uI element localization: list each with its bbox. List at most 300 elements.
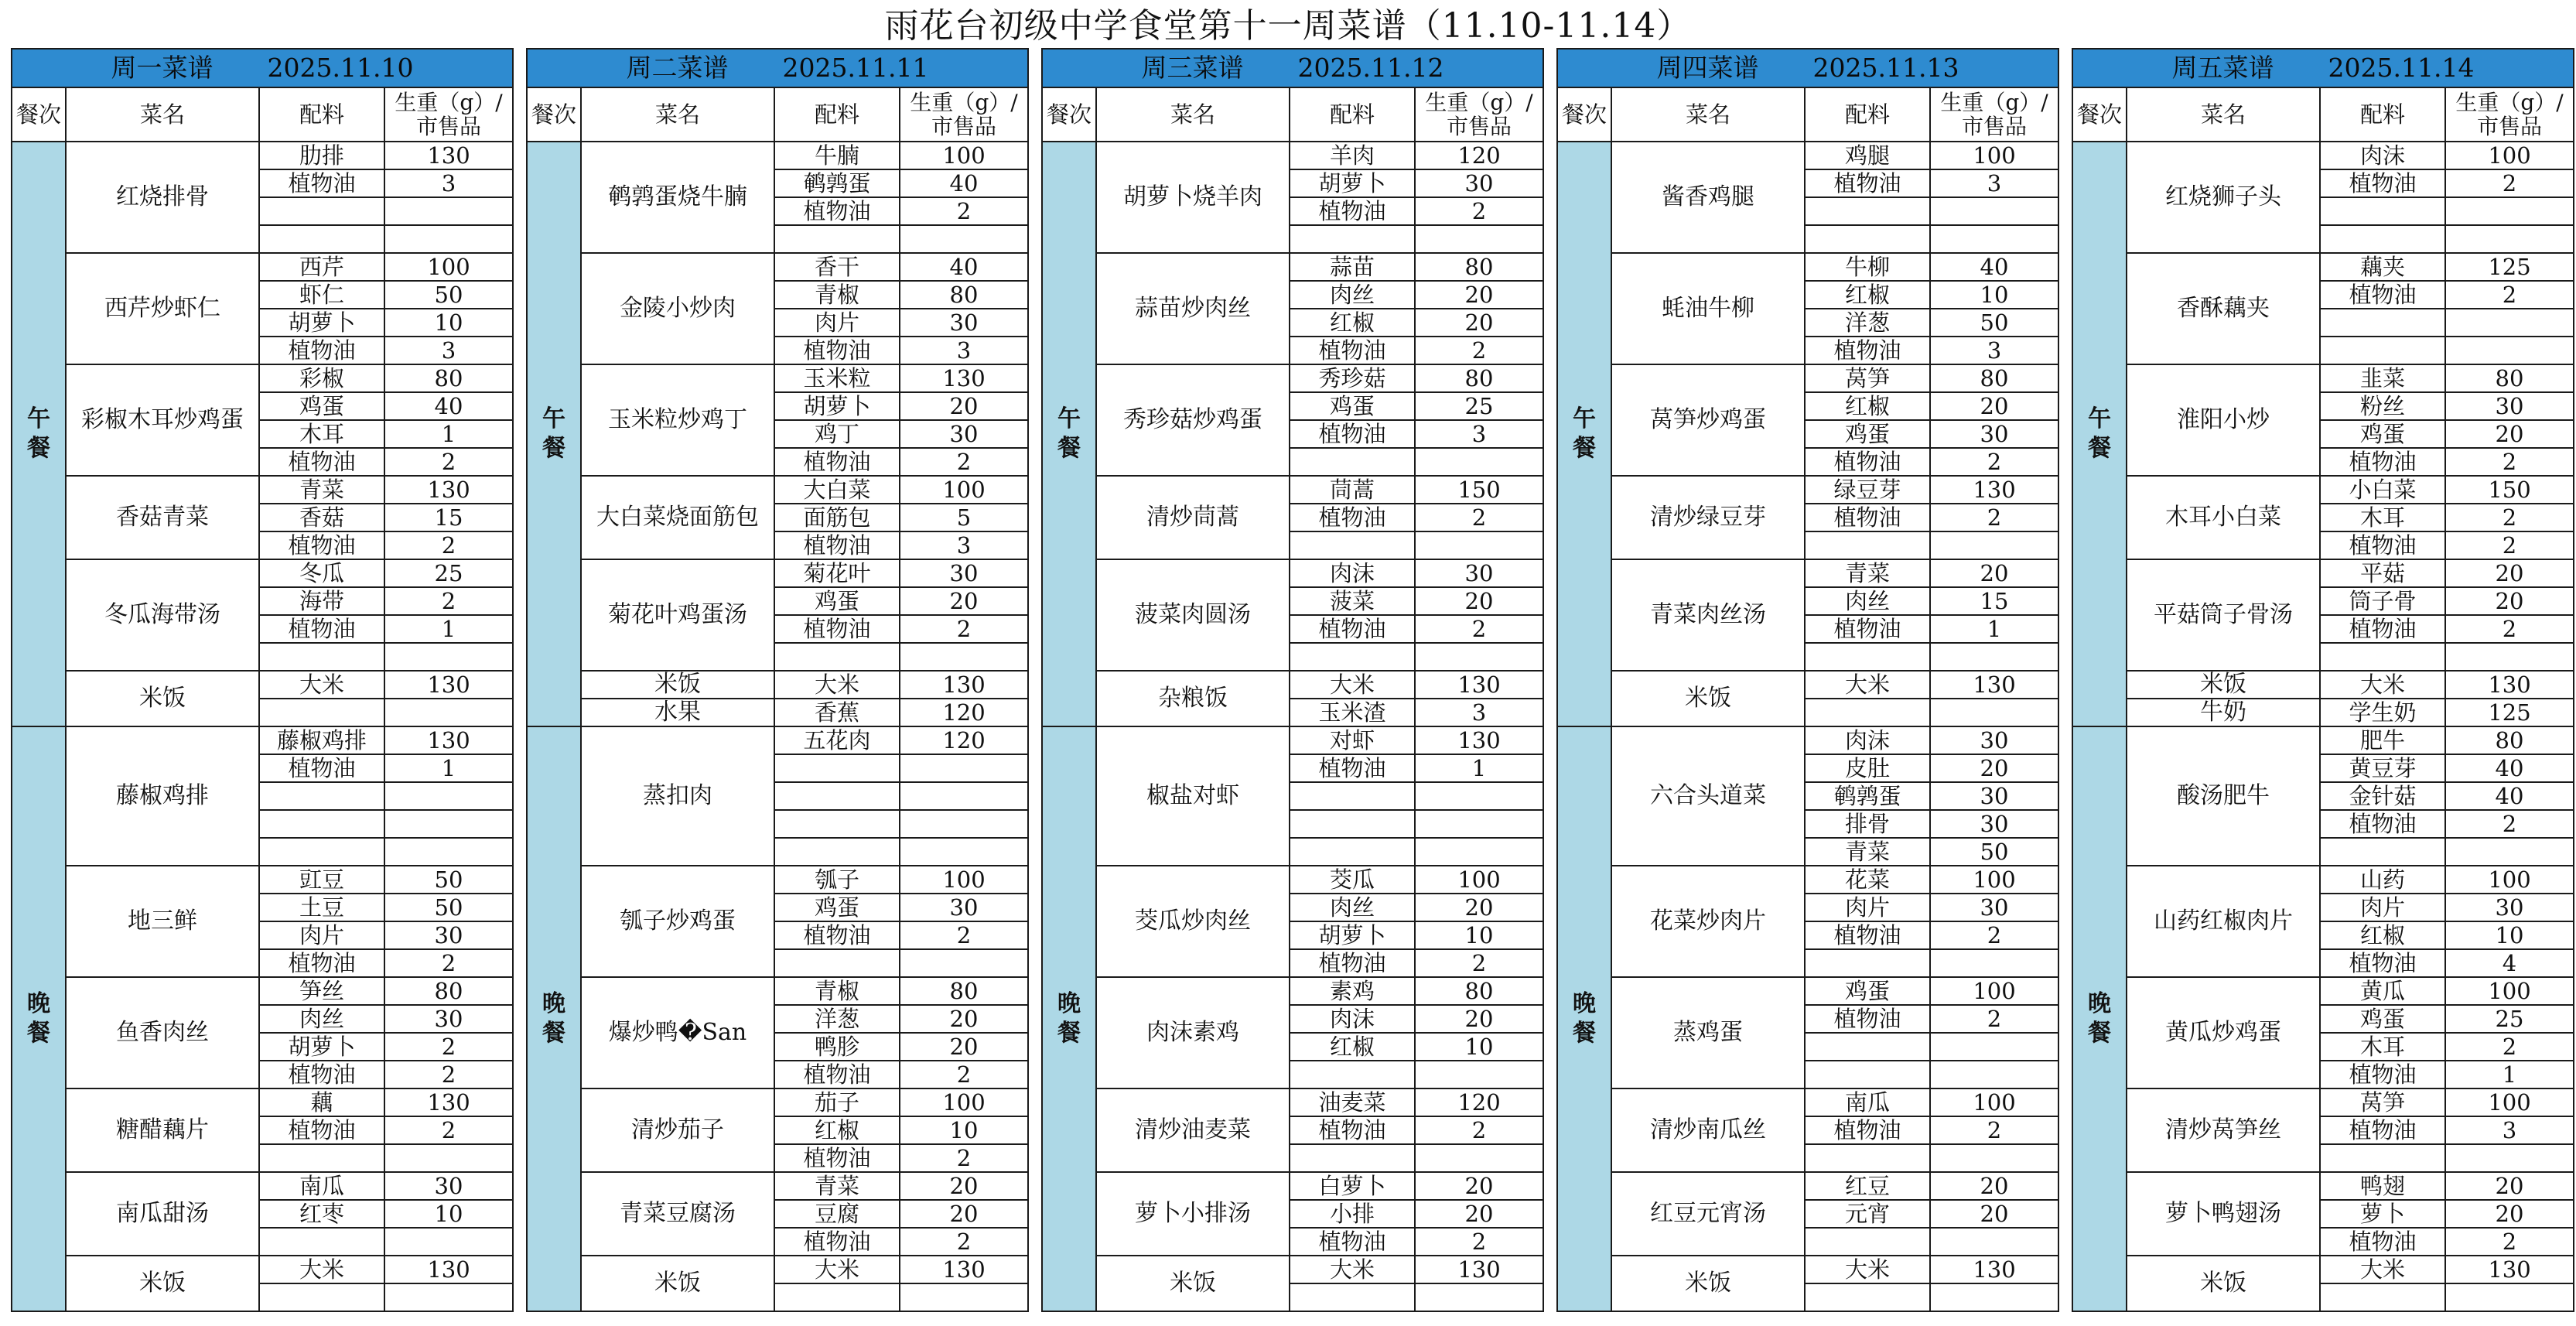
- ingredient-weight: 50: [384, 281, 513, 309]
- ingredient-name: [259, 782, 384, 810]
- ingredient-name: 肋排: [259, 142, 384, 169]
- ingredient-name: 植物油: [774, 1228, 900, 1256]
- ingredient-weight: 30: [1415, 169, 1543, 197]
- ingredient-weight: 2: [384, 448, 513, 476]
- ingredient-weight: [384, 197, 513, 225]
- ingredient-row: [527, 142, 1028, 169]
- ingredient-weight: 120: [1415, 142, 1543, 169]
- ingredient-weight: 30: [900, 559, 1028, 587]
- ingredient-weight: 20: [1930, 754, 2058, 782]
- ingredient-weight: 2: [384, 1116, 513, 1144]
- ingredient-weight: 20: [1930, 1172, 2058, 1200]
- ingredient-name: 豇豆: [259, 866, 384, 894]
- ingredient-weight: 20: [1415, 894, 1543, 921]
- dish-name: 冬瓜海带汤: [66, 559, 259, 671]
- ingredient-weight: 2: [2445, 810, 2574, 838]
- ingredient-weight: 100: [1930, 977, 2058, 1005]
- dish-name: 淮阳小炒: [2127, 364, 2320, 476]
- ingredient-weight: [1930, 699, 2058, 726]
- ingredient-weight: 100: [384, 253, 513, 281]
- ingredient-name: [2320, 309, 2445, 337]
- ingredient-weight: 130: [384, 142, 513, 169]
- ingredient-weight: [384, 782, 513, 810]
- ingredient-weight: 2: [1930, 448, 2058, 476]
- ingredient-name: 植物油: [259, 531, 384, 559]
- ingredient-name: [774, 782, 900, 810]
- ingredient-row: [12, 253, 513, 281]
- ingredient-weight: 130: [384, 476, 513, 504]
- ingredient-weight: 80: [1415, 364, 1543, 392]
- dish-name: 米饭: [2127, 671, 2320, 699]
- dish-name: 清炒绿豆芽: [1611, 476, 1805, 559]
- ingredient-weight: 100: [1415, 866, 1543, 894]
- ingredient-name: 土豆: [259, 894, 384, 921]
- ingredient-weight: 1: [384, 615, 513, 643]
- menu-table: [1556, 48, 2059, 1312]
- ingredient-row: [2072, 1172, 2574, 1200]
- meal-label-lunch: [527, 142, 581, 726]
- dish-name: 黄瓜炒鸡蛋: [2127, 977, 2320, 1088]
- dish-name: 玉米粒炒鸡丁: [581, 364, 774, 476]
- ingredient-name: 鸭翅: [2320, 1172, 2445, 1200]
- ingredient-name: 青菜: [259, 476, 384, 504]
- dish-name: 菊花叶鸡蛋汤: [581, 559, 774, 671]
- ingredient-name: [774, 1283, 900, 1311]
- ingredient-row: [527, 671, 1028, 699]
- ingredient-weight: 20: [1415, 1172, 1543, 1200]
- ingredient-weight: 130: [1415, 671, 1543, 699]
- ingredient-weight: 80: [900, 977, 1028, 1005]
- ingredient-weight: 30: [1930, 782, 2058, 810]
- ingredient-name: [259, 197, 384, 225]
- ingredient-name: 植物油: [259, 169, 384, 197]
- ingredient-name: [1805, 949, 1930, 977]
- col-header-meal: 餐次: [12, 87, 66, 142]
- ingredient-name: 鸡蛋: [1805, 420, 1930, 448]
- day-header: [1557, 49, 2058, 87]
- ingredient-weight: 15: [384, 504, 513, 531]
- ingredient-name: [2320, 838, 2445, 866]
- ingredient-weight: 80: [384, 977, 513, 1005]
- day-name: 周四菜谱: [1656, 53, 1759, 83]
- ingredient-weight: 130: [1930, 1256, 2058, 1283]
- ingredient-weight: 1: [384, 754, 513, 782]
- ingredient-name: 红豆: [1805, 1172, 1930, 1200]
- ingredient-weight: [1930, 1283, 2058, 1311]
- ingredient-weight: 130: [2445, 671, 2574, 699]
- dish-name: 椒盐对虾: [1096, 726, 1290, 866]
- ingredient-weight: [384, 1228, 513, 1256]
- dish-name: 胡萝卜烧羊肉: [1096, 142, 1290, 253]
- dish-name: 杂粮饭: [1096, 671, 1290, 726]
- ingredient-weight: [2445, 337, 2574, 364]
- ingredient-name: 红椒: [1290, 1033, 1415, 1061]
- ingredient-weight: 20: [900, 1033, 1028, 1061]
- ingredient-weight: 100: [1930, 1088, 2058, 1116]
- dish-name: 六合头道菜: [1611, 726, 1805, 866]
- ingredient-weight: [1930, 1033, 2058, 1061]
- ingredient-row: [2072, 559, 2574, 587]
- ingredient-weight: 130: [384, 1256, 513, 1283]
- dish-name: 清炒茼蒿: [1096, 476, 1290, 559]
- ingredient-row: [1042, 1088, 1543, 1116]
- day-header: [1042, 49, 1543, 87]
- ingredient-name: 植物油: [774, 337, 900, 364]
- ingredient-weight: 130: [1930, 476, 2058, 504]
- ingredient-name: 植物油: [259, 1116, 384, 1144]
- ingredient-name: 瓠子: [774, 866, 900, 894]
- ingredient-weight: 20: [2445, 559, 2574, 587]
- col-header-dish: 菜名: [1611, 87, 1805, 142]
- ingredient-weight: 10: [384, 1200, 513, 1228]
- col-header-dish: 菜名: [2127, 87, 2320, 142]
- dish-name: 糖醋藕片: [66, 1088, 259, 1172]
- meal-label-lunch: [2072, 142, 2127, 726]
- ingredient-name: 鸡蛋: [774, 587, 900, 615]
- ingredient-name: [1290, 1144, 1415, 1172]
- ingredient-row: [12, 559, 513, 587]
- ingredient-name: 植物油: [259, 1061, 384, 1088]
- ingredient-row: [1042, 977, 1543, 1005]
- ingredient-name: 青椒: [774, 977, 900, 1005]
- ingredient-weight: 2: [900, 1228, 1028, 1256]
- ingredient-weight: 30: [2445, 392, 2574, 420]
- ingredient-weight: 2: [384, 1061, 513, 1088]
- ingredient-row: [1557, 1088, 2058, 1116]
- ingredient-name: 韭菜: [2320, 364, 2445, 392]
- ingredient-weight: 1: [1415, 754, 1543, 782]
- col-header-meal: 餐次: [2072, 87, 2127, 142]
- dish-name: 米饭: [66, 1256, 259, 1311]
- ingredient-weight: 10: [1415, 921, 1543, 949]
- col-header-ingredient: 配料: [2320, 87, 2445, 142]
- ingredient-row: [1557, 866, 2058, 894]
- ingredient-weight: 2: [2445, 281, 2574, 309]
- ingredient-name: 白萝卜: [1290, 1172, 1415, 1200]
- ingredient-name: 大米: [1290, 1256, 1415, 1283]
- ingredient-name: [1290, 810, 1415, 838]
- ingredient-name: [1805, 1144, 1930, 1172]
- col-header-weight: 生重（g）/市售品: [2445, 87, 2574, 142]
- col-header-weight: 生重（g）/市售品: [1415, 87, 1543, 142]
- ingredient-name: [2320, 225, 2445, 253]
- ingredient-name: 肉片: [774, 309, 900, 337]
- ingredient-weight: 2: [2445, 615, 2574, 643]
- ingredient-name: [774, 949, 900, 977]
- ingredient-name: 羊肉: [1290, 142, 1415, 169]
- ingredient-row: [12, 726, 513, 754]
- ingredient-weight: 3: [384, 169, 513, 197]
- ingredient-name: 大米: [259, 671, 384, 699]
- ingredient-name: 大米: [2320, 671, 2445, 699]
- ingredient-weight: 25: [2445, 1005, 2574, 1033]
- ingredient-weight: 40: [2445, 754, 2574, 782]
- ingredient-name: 肉丝: [259, 1005, 384, 1033]
- ingredient-row: [1557, 671, 2058, 699]
- ingredient-name: 小白菜: [2320, 476, 2445, 504]
- meal-label-dinner: [1557, 726, 1611, 1311]
- ingredient-name: 植物油: [2320, 1116, 2445, 1144]
- ingredient-name: 金针菇: [2320, 782, 2445, 810]
- ingredient-weight: 2: [1930, 1116, 2058, 1144]
- ingredient-name: 黄豆芽: [2320, 754, 2445, 782]
- ingredient-weight: [1415, 1144, 1543, 1172]
- ingredient-row: [12, 476, 513, 504]
- day-header: [2072, 49, 2574, 87]
- ingredient-weight: 20: [1415, 281, 1543, 309]
- ingredient-weight: 30: [900, 894, 1028, 921]
- ingredient-weight: 50: [1930, 838, 2058, 866]
- ingredient-name: 植物油: [1805, 337, 1930, 364]
- ingredient-weight: [1415, 782, 1543, 810]
- ingredient-name: 香干: [774, 253, 900, 281]
- ingredient-weight: 30: [1415, 559, 1543, 587]
- ingredient-weight: 80: [1415, 253, 1543, 281]
- ingredient-name: 大米: [1290, 671, 1415, 699]
- ingredient-name: [1805, 531, 1930, 559]
- ingredient-weight: 2: [1415, 949, 1543, 977]
- ingredient-weight: 20: [900, 587, 1028, 615]
- ingredient-name: 大米: [259, 1256, 384, 1283]
- ingredient-row: [12, 866, 513, 894]
- ingredient-weight: [900, 949, 1028, 977]
- ingredient-weight: 20: [2445, 587, 2574, 615]
- ingredient-name: 笋丝: [259, 977, 384, 1005]
- ingredient-name: [1805, 1283, 1930, 1311]
- ingredient-row: [2072, 364, 2574, 392]
- ingredient-weight: 2: [384, 587, 513, 615]
- col-header-ingredient: 配料: [1805, 87, 1930, 142]
- ingredient-name: 植物油: [2320, 1061, 2445, 1088]
- ingredient-name: 植物油: [1290, 197, 1415, 225]
- ingredient-weight: 100: [900, 866, 1028, 894]
- meal-label: 晚餐: [1573, 990, 1596, 1047]
- ingredient-name: 植物油: [259, 615, 384, 643]
- ingredient-name: 木耳: [2320, 1033, 2445, 1061]
- dish-name: 莴笋炒鸡蛋: [1611, 364, 1805, 476]
- ingredient-weight: [2445, 1144, 2574, 1172]
- ingredient-name: 红椒: [774, 1116, 900, 1144]
- ingredient-name: 植物油: [1290, 1116, 1415, 1144]
- ingredient-name: 植物油: [1805, 169, 1930, 197]
- ingredient-row: [12, 1088, 513, 1116]
- ingredient-weight: 2: [2445, 1033, 2574, 1061]
- ingredient-name: 植物油: [1290, 504, 1415, 531]
- ingredient-weight: 100: [2445, 1088, 2574, 1116]
- ingredient-weight: 20: [900, 392, 1028, 420]
- ingredient-row: [1557, 559, 2058, 587]
- ingredient-weight: 30: [1930, 726, 2058, 754]
- ingredient-weight: 2: [1930, 504, 2058, 531]
- ingredient-row: [1557, 1256, 2058, 1283]
- dish-name: 青菜肉丝汤: [1611, 559, 1805, 671]
- ingredient-weight: 150: [1415, 476, 1543, 504]
- ingredient-name: 植物油: [774, 921, 900, 949]
- ingredient-name: [1805, 1228, 1930, 1256]
- dish-name: 清炒油麦菜: [1096, 1088, 1290, 1172]
- ingredient-weight: 3: [900, 337, 1028, 364]
- ingredient-name: 排骨: [1805, 810, 1930, 838]
- ingredient-row: [2072, 1088, 2574, 1116]
- ingredient-weight: [1415, 1283, 1543, 1311]
- ingredient-row: [1557, 1172, 2058, 1200]
- ingredient-name: 植物油: [1290, 1228, 1415, 1256]
- ingredient-name: 植物油: [1805, 504, 1930, 531]
- ingredient-weight: 2: [1415, 337, 1543, 364]
- ingredient-row: [2072, 726, 2574, 754]
- ingredient-weight: 20: [1930, 1200, 2058, 1228]
- meal-label: 午餐: [27, 405, 50, 462]
- dish-name: 酸汤肥牛: [2127, 726, 2320, 866]
- ingredient-name: 萝卜: [2320, 1200, 2445, 1228]
- ingredient-weight: 3: [900, 531, 1028, 559]
- ingredient-name: [774, 643, 900, 671]
- ingredient-row: [1042, 364, 1543, 392]
- ingredient-weight: 10: [384, 309, 513, 337]
- ingredient-name: 大米: [774, 1256, 900, 1283]
- ingredient-name: 胡萝卜: [774, 392, 900, 420]
- ingredient-weight: 2: [1415, 504, 1543, 531]
- dish-name: 彩椒木耳炒鸡蛋: [66, 364, 259, 476]
- dish-name: 红豆元宵汤: [1611, 1172, 1805, 1256]
- ingredient-name: 植物油: [774, 448, 900, 476]
- ingredient-name: 小排: [1290, 1200, 1415, 1228]
- dish-name: 米饭: [1611, 1256, 1805, 1311]
- ingredient-weight: 20: [1415, 1005, 1543, 1033]
- ingredient-name: [1290, 1061, 1415, 1088]
- ingredient-weight: 80: [2445, 726, 2574, 754]
- ingredient-name: 南瓜: [259, 1172, 384, 1200]
- ingredient-row: [12, 1172, 513, 1200]
- ingredient-row: [527, 1256, 1028, 1283]
- dish-name: 香酥藕夹: [2127, 253, 2320, 364]
- ingredient-weight: 130: [900, 671, 1028, 699]
- ingredient-name: 莴笋: [2320, 1088, 2445, 1116]
- dish-name: 平菇筒子骨汤: [2127, 559, 2320, 671]
- ingredient-name: [1805, 197, 1930, 225]
- ingredient-name: 植物油: [1805, 1005, 1930, 1033]
- ingredient-row: [2072, 142, 2574, 169]
- ingredient-weight: 40: [384, 392, 513, 420]
- dish-name: 西芹炒虾仁: [66, 253, 259, 364]
- day-date: 2025.11.13: [1812, 53, 1959, 83]
- ingredient-name: 大米: [774, 671, 900, 699]
- ingredient-weight: [1930, 1061, 2058, 1088]
- ingredient-name: 菊花叶: [774, 559, 900, 587]
- ingredient-name: 植物油: [259, 754, 384, 782]
- ingredient-name: 鸡蛋: [2320, 1005, 2445, 1033]
- ingredient-weight: 2: [1930, 921, 2058, 949]
- ingredient-name: [2320, 643, 2445, 671]
- ingredient-weight: 3: [384, 337, 513, 364]
- ingredient-name: 鸡蛋: [774, 894, 900, 921]
- dish-name: 蒸扣肉: [581, 726, 774, 866]
- day-name: 周一菜谱: [111, 53, 214, 83]
- dish-name: 水果: [581, 699, 774, 726]
- ingredient-row: [2072, 977, 2574, 1005]
- ingredient-name: 冬瓜: [259, 559, 384, 587]
- dish-name: 米饭: [581, 1256, 774, 1311]
- ingredient-name: 虾仁: [259, 281, 384, 309]
- ingredient-name: 绿豆芽: [1805, 476, 1930, 504]
- ingredient-row: [2072, 476, 2574, 504]
- page-title: 雨花台初级中学食堂第十一周菜谱（11.10-11.14）: [884, 6, 1692, 46]
- ingredient-weight: 2: [2445, 531, 2574, 559]
- ingredient-weight: 120: [1415, 1088, 1543, 1116]
- day-menu-4: [1556, 48, 2058, 1317]
- ingredient-weight: [1415, 225, 1543, 253]
- ingredient-name: 胡萝卜: [259, 309, 384, 337]
- ingredient-weight: 80: [2445, 364, 2574, 392]
- dish-name: 酱香鸡腿: [1611, 142, 1805, 253]
- ingredient-name: 蒜苗: [1290, 253, 1415, 281]
- ingredient-name: 植物油: [774, 1061, 900, 1088]
- menu-table: [526, 48, 1029, 1312]
- ingredient-row: [1557, 726, 2058, 754]
- ingredient-weight: [900, 643, 1028, 671]
- ingredient-name: 植物油: [2320, 949, 2445, 977]
- ingredient-weight: 30: [384, 921, 513, 949]
- ingredient-name: 植物油: [774, 531, 900, 559]
- dish-name: 菠菜肉圆汤: [1096, 559, 1290, 671]
- ingredient-weight: [384, 838, 513, 866]
- ingredient-name: 黄瓜: [2320, 977, 2445, 1005]
- ingredient-name: 红椒: [1805, 281, 1930, 309]
- ingredient-name: [774, 810, 900, 838]
- ingredient-weight: 3: [1415, 699, 1543, 726]
- dish-name: 青菜豆腐汤: [581, 1172, 774, 1256]
- day-header: [12, 49, 513, 87]
- ingredient-row: [527, 559, 1028, 587]
- ingredient-weight: 130: [1930, 671, 2058, 699]
- ingredient-weight: 10: [1930, 281, 2058, 309]
- ingredient-row: [527, 476, 1028, 504]
- ingredient-weight: [900, 782, 1028, 810]
- ingredient-name: 豆腐: [774, 1200, 900, 1228]
- ingredient-weight: 2: [384, 949, 513, 977]
- dish-name: 蚝油牛柳: [1611, 253, 1805, 364]
- ingredient-name: 植物油: [1290, 337, 1415, 364]
- ingredient-name: [1805, 1061, 1930, 1088]
- ingredient-weight: [384, 1144, 513, 1172]
- ingredient-weight: 20: [1415, 309, 1543, 337]
- ingredient-name: 莴笋: [1805, 364, 1930, 392]
- ingredient-weight: 100: [900, 476, 1028, 504]
- ingredient-weight: 80: [384, 364, 513, 392]
- ingredient-weight: 100: [1930, 142, 2058, 169]
- ingredient-row: [2072, 671, 2574, 699]
- ingredient-name: 洋葱: [774, 1005, 900, 1033]
- ingredient-name: 木耳: [2320, 504, 2445, 531]
- ingredient-name: 红椒: [1290, 309, 1415, 337]
- ingredient-name: 植物油: [2320, 448, 2445, 476]
- meal-label-lunch: [1557, 142, 1611, 726]
- ingredient-weight: 30: [384, 1005, 513, 1033]
- ingredient-weight: 50: [384, 894, 513, 921]
- ingredient-name: [1805, 1033, 1930, 1061]
- ingredient-weight: [1415, 838, 1543, 866]
- ingredient-weight: [2445, 838, 2574, 866]
- meal-label: 晚餐: [27, 990, 50, 1047]
- ingredient-row: [1042, 866, 1543, 894]
- ingredient-weight: 25: [1415, 392, 1543, 420]
- ingredient-name: 植物油: [1805, 921, 1930, 949]
- ingredient-weight: 130: [1415, 1256, 1543, 1283]
- ingredient-name: 五花肉: [774, 726, 900, 754]
- ingredient-weight: [2445, 1283, 2574, 1311]
- ingredient-name: 鸡蛋: [259, 392, 384, 420]
- meal-label: 午餐: [2088, 405, 2111, 462]
